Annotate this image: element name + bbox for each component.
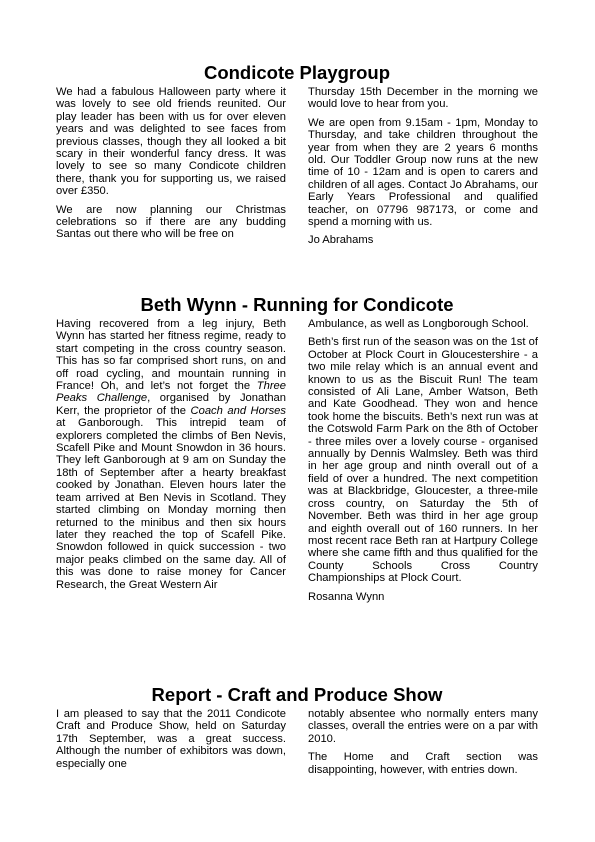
article-columns xyxy=(56,318,538,609)
article-columns xyxy=(56,86,538,253)
paragraph: I am pleased to say that the 2011 Condicote Craft and Produce Show, held on Saturday 17th September, was a great success. Although the number of exhibitors was down, especially one xyxy=(56,708,286,770)
author-signature: Rosanna Wynn xyxy=(308,590,385,603)
paragraph xyxy=(56,318,286,591)
article-craft-show xyxy=(56,684,538,782)
author-signature: Jo Abrahams xyxy=(308,234,374,247)
text-run: at Ganborough. This intrepid team of explorers completed the climbs of Ben Nevis, Scafell Pike and Mount Snowdon in 36 hours. They left Ganborough at 9 am on Sunday the 18th of September after a hearty breakfast cooked by Jonathan. Eleven hours later the team arrived at Ben Nevis in Scotland. They started climbing on Monday morning then returned to the minibus and then six hours later they reached the top of Scafell Pike. Snowdon followed in quick succession - two major peaks climbed on the same day. All of this was done to raise money for Cancer Research, the Great Western Air xyxy=(56,417,286,591)
article-title: Report - Craft and Produce Show xyxy=(151,684,443,705)
event-name: Three Peaks Challenge xyxy=(56,380,286,405)
right-column xyxy=(308,318,538,609)
paragraph: Beth’s first run of the season was on the 1st of October at Plock Court in Gloucestershire - a two mile relay which is an annual event and known to us as the Biscuit Run! The team consisted of Ali Lane, Amber Watson, Beth and Kate Goodhead. They won and hence took home the biscuits. Beth’s next run was at the Cotswold Farm Park on the 8th of October - three miles over a lovely course - organised annually by Dennis Walmsley. Beth was third in her age group and ninth overall out of a field of over a hundred. The next competition was at Blackbridge, Gloucester, a three-mile cross country, on Saturday the 5th of November. Beth was third in her age group and eighth overall out of 160 runners. In her most recent race Beth ran at Hartpury College where she came fifth and thus qualified for the County Schools Cross Country Championships at Plock Court. xyxy=(308,336,538,585)
article-running xyxy=(56,294,538,609)
right-column xyxy=(308,86,538,253)
left-column xyxy=(56,708,286,782)
article-playgroup xyxy=(56,62,538,253)
paragraph: The Home and Craft section was disappointing, however, with entries down. xyxy=(308,751,538,776)
article-title: Condicote Playgroup xyxy=(203,62,391,83)
article-title: Beth Wynn - Running for Condicote xyxy=(140,294,454,315)
text-run: Having recovered from a leg injury, Beth Wynn has started her fitness regime, ready to start competing in the cross country season. This has so far comprised short runs, on and off road cycling, and mountain running in France! Oh, and let’s not forget the xyxy=(56,318,286,393)
article-columns xyxy=(56,708,538,782)
paragraph: We are open from 9.15am - 1pm, Monday to Thursday, and take children throughout the year from when they are 2 years 6 months old. Our Toddler Group now runs at the new time of 10 - 12am and is open to carers and children of all ages. Contact Jo Abrahams, our Early Years Professional and qualified teacher, on 07796 987173, or come and spend a morning with us. xyxy=(308,116,538,229)
left-column xyxy=(56,318,286,609)
pub-name: Coach and Horses xyxy=(190,404,286,417)
right-column xyxy=(308,708,538,782)
paragraph: We had a fabulous Halloween party where it was lovely to see old friends reunited. Our play leader has been with us for over eleven years and was delighted to see faces from previous classes, though they all looked a bit scary in their wonderful fancy dress. It was lovely to see so many Condicote children there, thank you for supporting us, we raised over £350. xyxy=(56,86,286,198)
paragraph: Thursday 15th December in the morning we would love to hear from you. xyxy=(308,86,538,111)
left-column xyxy=(56,86,286,253)
paragraph: Ambulance, as well as Longborough School. xyxy=(308,318,529,330)
paragraph: notably absentee who normally enters many classes, overall the entries were on a par with 2010. xyxy=(308,708,538,745)
text-run: , organised by Jonathan Kerr, the proprietor of the xyxy=(56,392,287,417)
paragraph: We are now planning our Christmas celebrations so if there are any budding Santas out there who will be free on xyxy=(56,203,286,241)
